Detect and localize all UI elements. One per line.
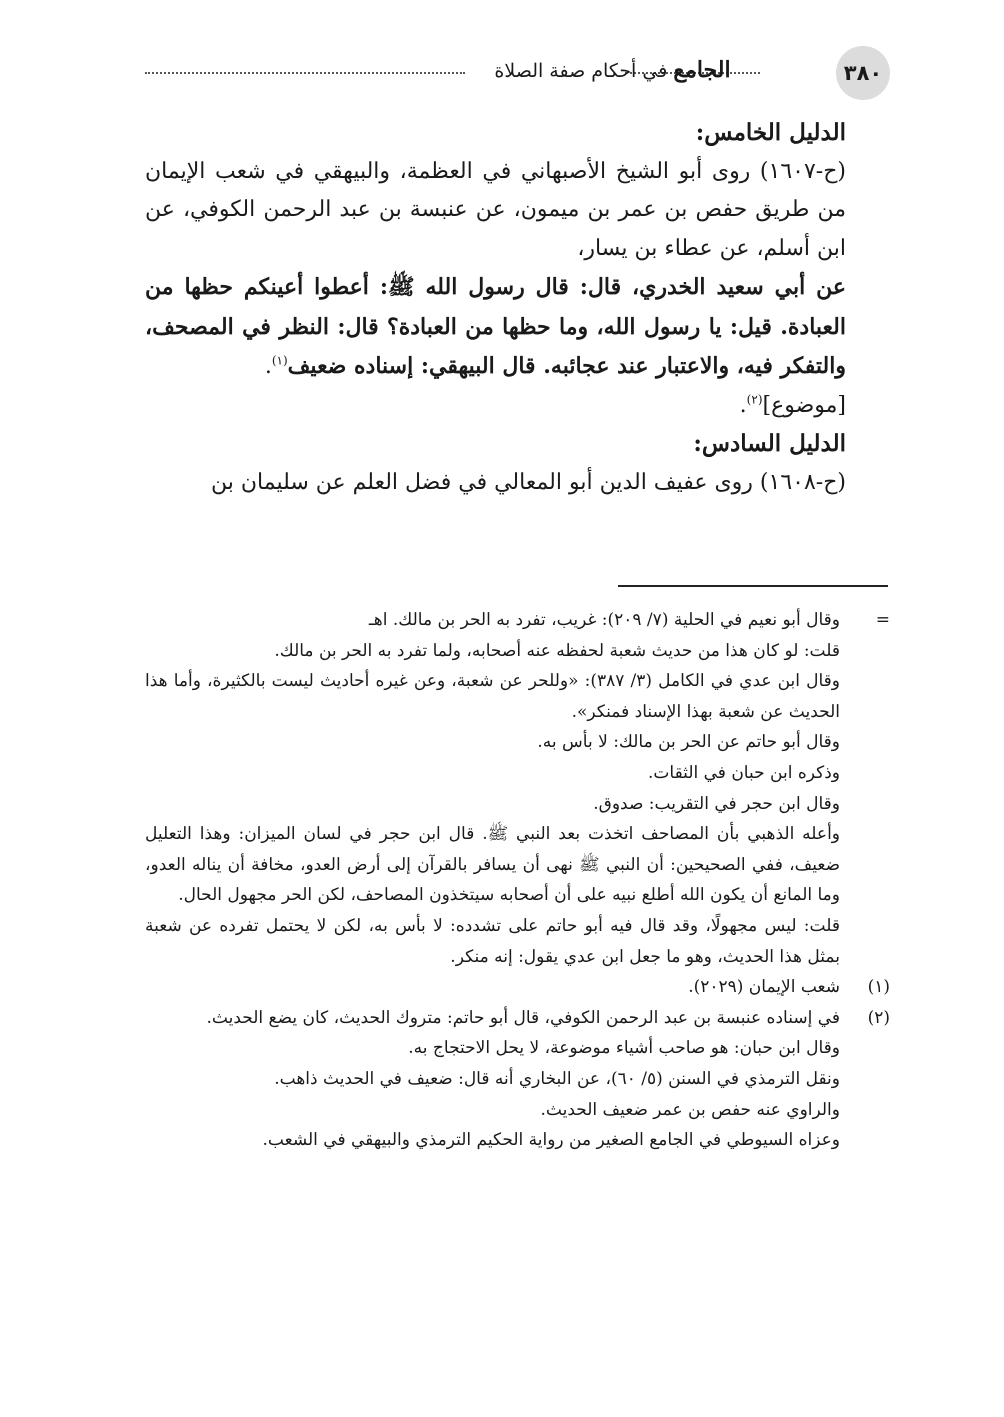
footnote-line: في إسناده عنبسة بن عبد الرحمن الكوفي، قال أبو حاتم: متروك الحديث، كان يضع الحديث. (206, 1007, 840, 1028)
footnote-line: قلت: لو كان هذا من حديث شعبة لحفظه عنه أصحابه، ولما تفرد به الحر بن مالك. (274, 640, 840, 661)
footnote-ref-2: (٢) (746, 392, 763, 407)
footnotes (145, 605, 890, 1156)
footnote-line: وقال أبو حاتم عن الحر بن مالك: لا بأس به. (537, 732, 840, 753)
grading-note (145, 387, 890, 426)
running-title-rest: في أحكام صفة الصلاة (494, 60, 674, 82)
footnote-line: والراوي عنه حفص بن عمر ضعيف الحديث. (540, 1099, 840, 1120)
section-heading-5: الدليل الخامس: (695, 119, 846, 146)
hadith-1607-text-bold: عن أبي سعيد الخدري، قال: قال رسول الله ﷺ: أعطوا أعينكم حظها من العبادة. قيل: يا رسول الله، وما حظها من العبادة؟ قال: النظر في المصحف، والتفكر فيه، والاعتبار عند عجائبه. قال البيهقي: إسناده ضعيف (145, 274, 846, 379)
section-heading-6: الدليل السادس: (693, 430, 846, 457)
footnote-line: قلت: ليس مجهولًا، وقد قال فيه أبو حاتم على تشدده: لا بأس به، لكن لا يحتمل تفرده عن شعبة بمثل هذا الحديث، وهو ما جعل ابن عدي يقول: إنه منكر. (145, 915, 840, 967)
page-number: ٣٨٠ (836, 46, 890, 100)
footnote-line: ونقل الترمذي في السنن (٥/ ٦٠)، عن البخاري أنه قال: ضعيف في الحديث ذاهب. (274, 1068, 840, 1089)
hadith-1608-chain: (ح-١٦٠٨) روى عفيف الدين أبو المعالي في فضل العلم عن سليمان بن (211, 469, 846, 495)
grading-end: . (739, 392, 747, 418)
footnote-separator (618, 585, 888, 587)
footnote-1 (145, 972, 890, 1003)
footnote-line: وقال أبو نعيم في الحلية (٧/ ٢٠٩): غريب، تفرد به الحر بن مالك. اهـ (368, 610, 840, 630)
hadith-1607-chain: (ح-١٦٠٧) روى أبو الشيخ الأصبهاني في العظمة، والبيهقي في شعب الإيمان من طريق حفص بن عمر بن ميمون، عن عنبسة بن عبد الرحمن الكوفي، عن ابن أسلم، عن عطاء بن يسار، (145, 158, 846, 261)
continuation-marker: = (875, 610, 890, 630)
footnote-line: وقال ابن عدي في الكامل (٣/ ٣٨٧): «وللحر عن شعبة، وعن غيره أحاديث ليست بالكثيرة، وأما هذا الحديث عن شعبة بهذا الإسناد فمنكر». (145, 671, 840, 722)
running-title-bold: الجامع (673, 57, 731, 83)
footnote-line: وعزاه السيوطي في الجامع الصغير من رواية الحكيم الترمذي والبيهقي في الشعب. (262, 1130, 840, 1151)
footnote-line: وقال ابن حبان: هو صاحب أشياء موضوعة، لا يحل الاحتجاج به. (408, 1038, 840, 1059)
header-dotted-rule-left (145, 72, 465, 74)
footnote-2-marker: (٢) (867, 1007, 890, 1028)
grading-label: [موضوع] (762, 392, 846, 418)
hadith-1607-end: . (264, 354, 272, 379)
footnote-2 (145, 1003, 890, 1034)
footnote-line: وأعله الذهبي بأن المصاحف اتخذت بعد النبي ﷺ. قال ابن حجر في لسان الميزان: وهذا التعليل ضعيف، ففي الصحيحين: أن النبي ﷺ نهى أن يسافر بالقرآن إلى أرض العدو، مخافة أن يناله العدو، وما المانع أن يكون الله أطلع نبيه على أن أصحابه سيتخذون المصاحف، لكن الحر مجهول الحال. (145, 824, 840, 906)
page-header (145, 46, 890, 102)
running-title (470, 57, 755, 83)
footnote-ref-1: (١) (271, 353, 288, 368)
footnote-continued (145, 605, 890, 636)
hadith-1607-text (145, 268, 890, 387)
main-text (145, 114, 890, 502)
footnote-1-marker: (١) (867, 977, 890, 998)
footnote-1-text: شعب الإيمان (٢٠٢٩). (688, 977, 840, 998)
footnote-line: وذكره ابن حبان في الثقات. (648, 762, 840, 783)
footnote-line: وقال ابن حجر في التقريب: صدوق. (593, 793, 840, 814)
